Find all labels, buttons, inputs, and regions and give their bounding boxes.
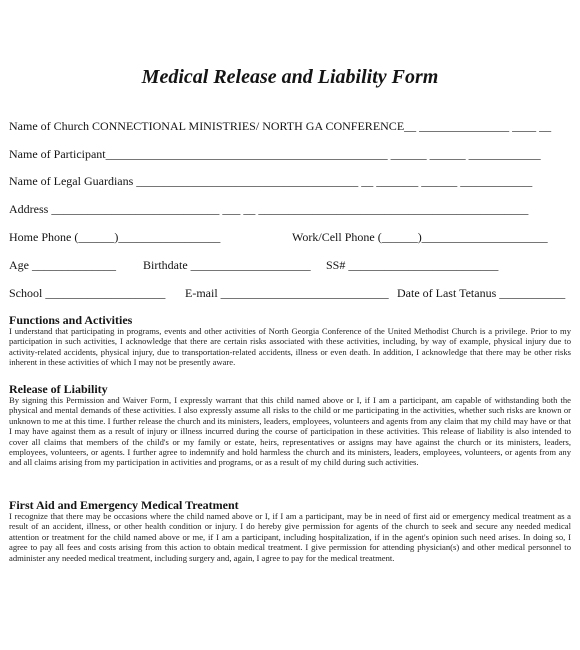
- church-name-field[interactable]: Name of Church CONNECTIONAL MINISTRIES/ NORTH GA CONFERENCE__ _______________ ____ __: [9, 119, 552, 133]
- email-field[interactable]: E-mail ____________________________: [185, 286, 389, 300]
- school-field[interactable]: School ____________________: [9, 286, 166, 300]
- home-phone-field[interactable]: Home Phone (______)_________________: [9, 230, 221, 244]
- legal-guardians-field[interactable]: Name of Legal Guardians _____________________________________ __ _______ ______ ____________: [9, 174, 533, 188]
- work-phone-field[interactable]: Work/Cell Phone (______)_____________________: [292, 230, 548, 244]
- participant-name-field[interactable]: Name of Participant_______________________________________________ ______ ______ ____________: [9, 147, 541, 161]
- ssn-field[interactable]: SS# _________________________: [326, 258, 499, 272]
- release-heading: Release of Liability: [9, 382, 108, 396]
- functions-heading: Functions and Activities: [9, 313, 133, 327]
- address-field[interactable]: Address ____________________________ ___ __ _____________________________________________: [9, 202, 529, 216]
- age-field[interactable]: Age ______________: [9, 258, 116, 272]
- release-paragraph: By signing this Permission and Waiver Form, I expressly warrant that this child named above or I, if I am a participant, am capable of withstanding both the physical and mental demands of these activities. I also expressly assume all risks to the child or me participating in the activities, whether such risks are known or unknown to me at this time. I further release the church and its ministers, leaders, employees, volunteers and agents from any claim that my child may have or that I may have against them as a result of injury or illness incurred during the course of participation in these activities. This release of liability is also intended to cover all claims that members of the child's or my family or estate, heirs, representatives or assigns may have against the church or its ministers, leaders, employees, volunteers, or agents. I further agree to indemnify and hold harmless the church and its ministers, leaders, employees, volunteers, or agents from any and all claims arising from my participation in activities and programs, or as a result of my child during such activities.: [9, 395, 571, 468]
- form-title: Medical Release and Liability Form: [141, 66, 439, 88]
- first-aid-paragraph: I recognize that there may be occasions where the child named above or I, if I am a participant, may be in need of first aid or emergency medical treatment as a result of an accident, illness, or other health condition or injury. I do hereby give permission for agents of the church to seek and secure any needed medical attention or treatment for the child named above or me, if I am a participant, including hospitalization, if in the agent's opinion such need arises. In doing so, I agree to pay all fees and costs arising from this action to obtain medical treatment. I give permission for attending physician(s) and other medical personnel to administer any needed medical treatment, including surgery and, again, I agree to pay for the medical treatment.: [9, 511, 571, 563]
- functions-paragraph: I understand that participating in programs, events and other activities of North Georgia Conference of the United Methodist Church is a privilege. Prior to my participation in such activities, I acknowledge that there are certain risks associated with these activities, including, by way of example, physical injury due to activity-related accidents, physical injury, due to transportation-related accidents, illness or even death. In addition, I acknowledge that there may be other risks inherent in these activities of which I may not be presently aware.: [9, 326, 571, 368]
- first-aid-heading: First Aid and Emergency Medical Treatment: [9, 498, 239, 512]
- birthdate-field[interactable]: Birthdate ____________________: [143, 258, 311, 272]
- tetanus-date-field[interactable]: Date of Last Tetanus ___________: [397, 286, 566, 300]
